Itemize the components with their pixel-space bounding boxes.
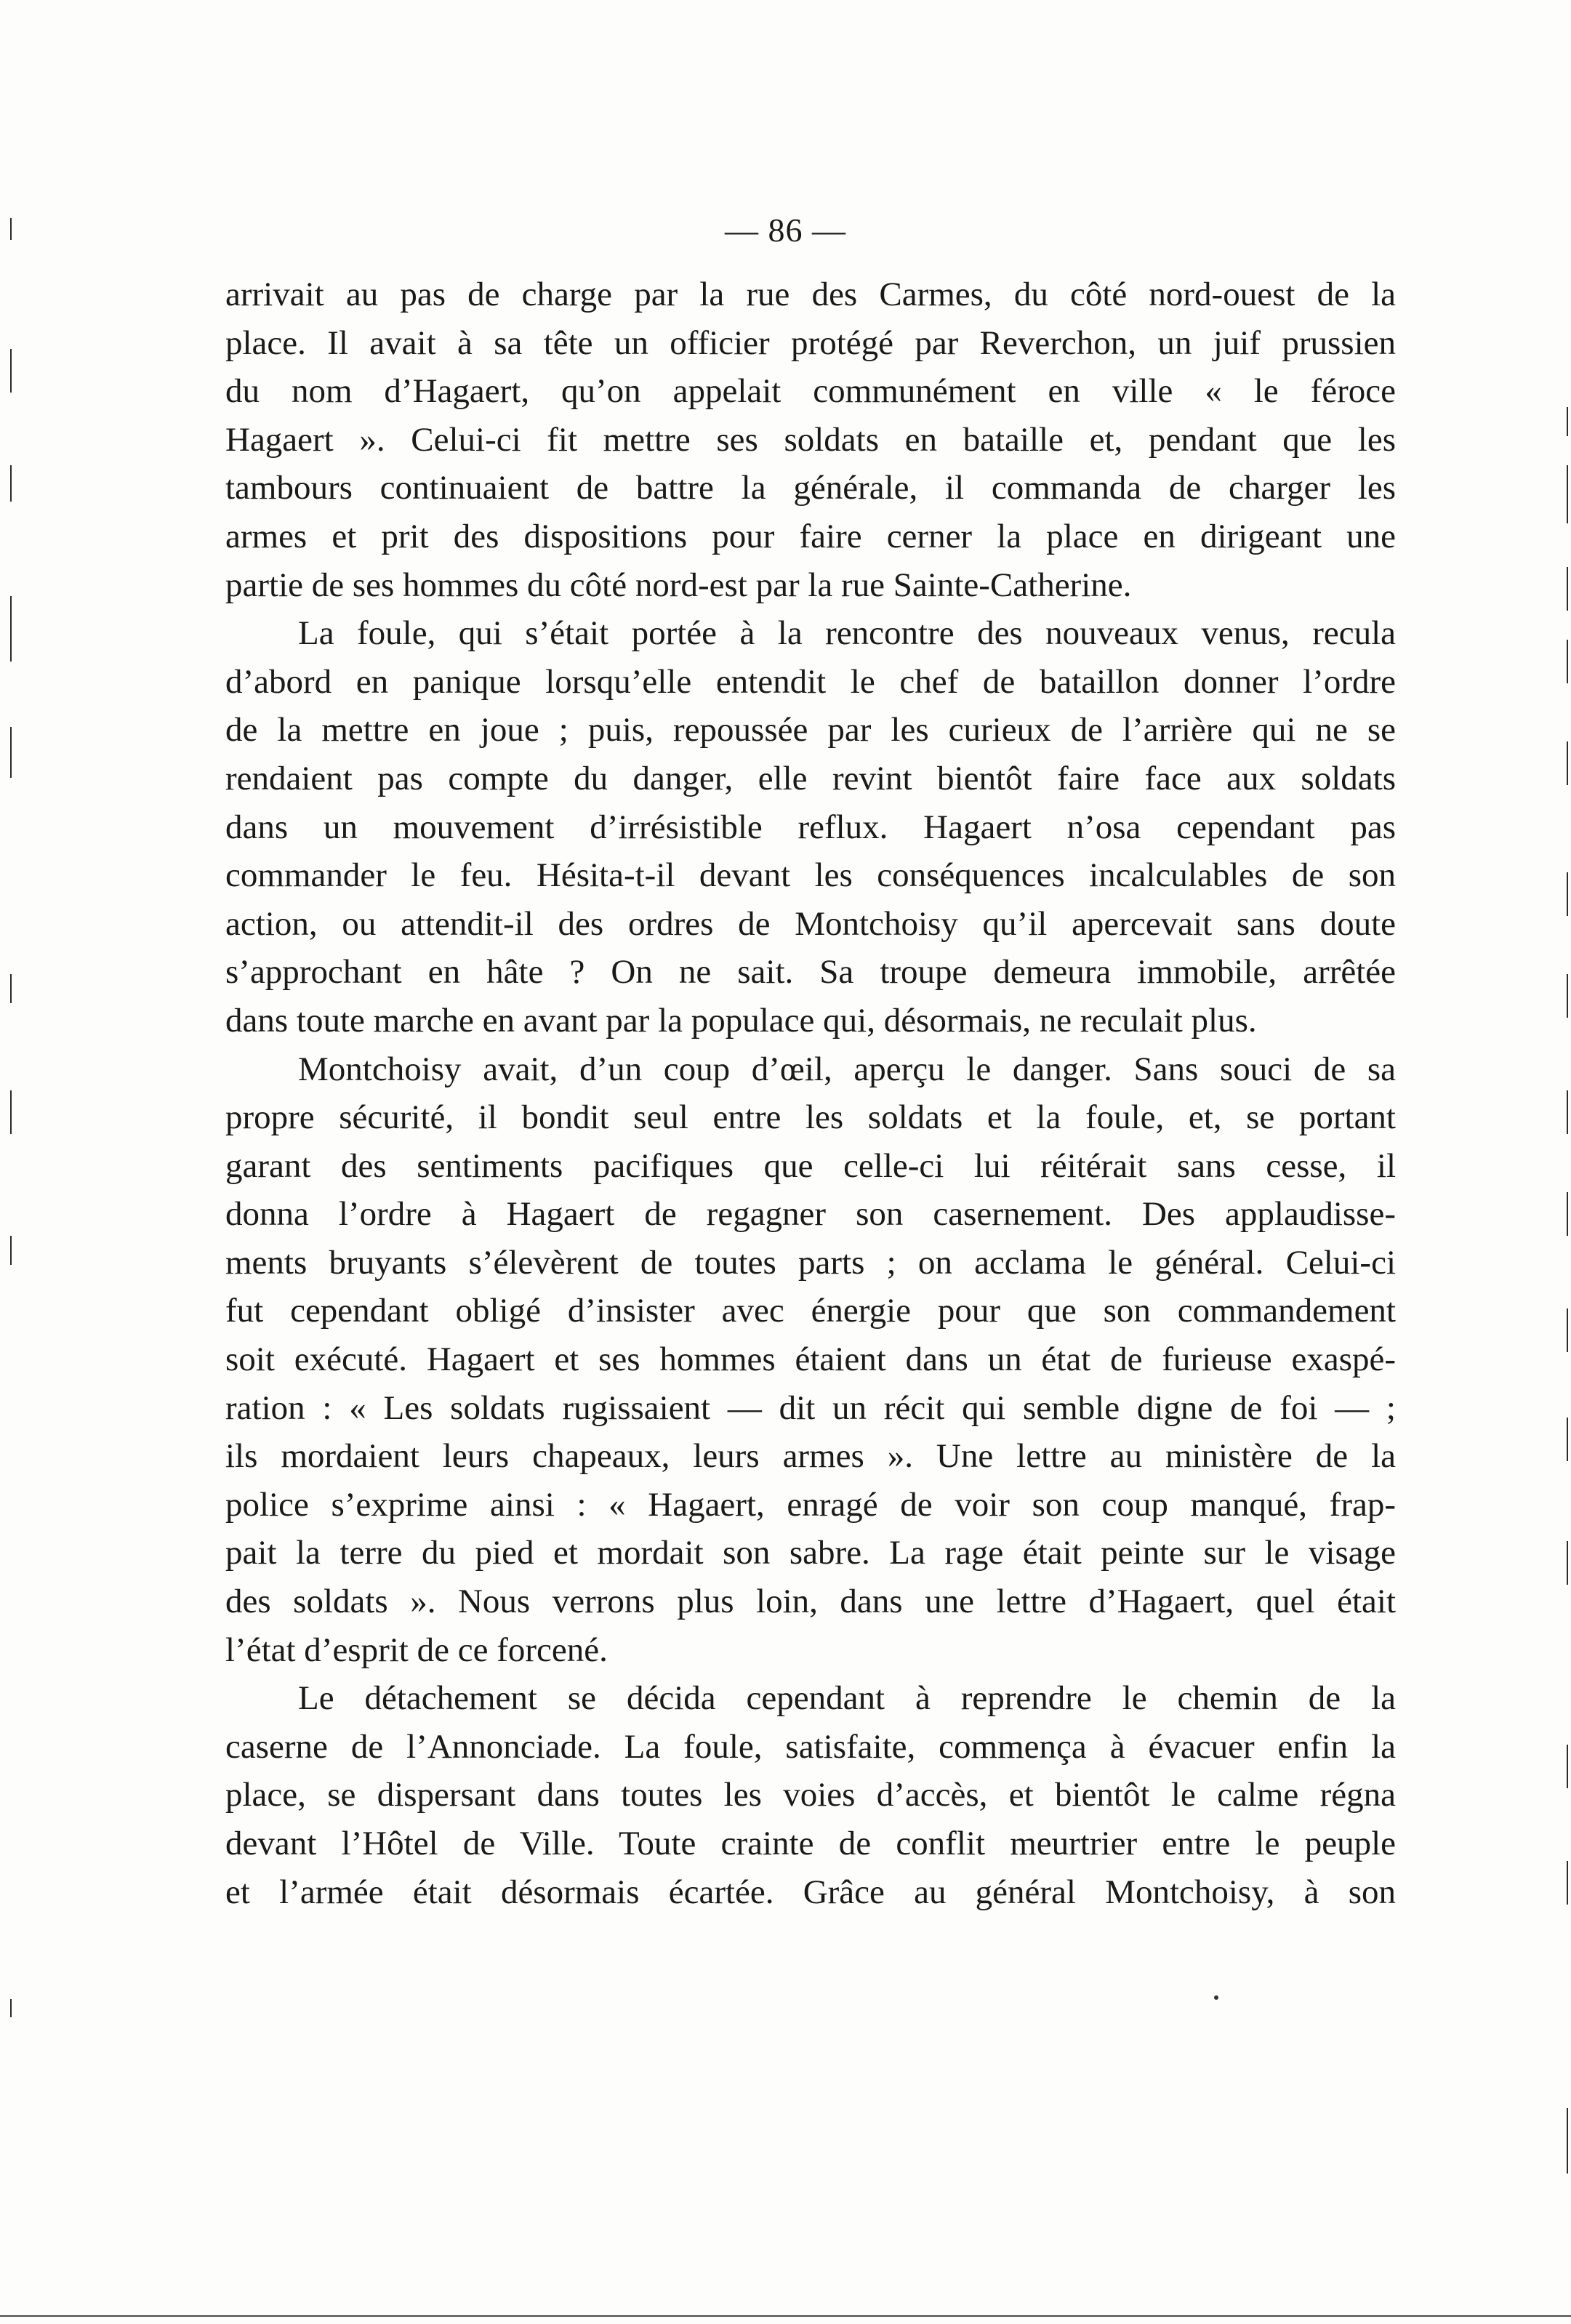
text-line: garant des sentiments pacifiques que celle-ci lui réitérait sans cesse, il <box>225 1146 1396 1185</box>
scan-edge-mark <box>1567 872 1568 916</box>
paragraph-4 <box>225 1674 1396 1916</box>
scan-edge-mark <box>1567 407 1568 436</box>
text-line: Hagaert ». Celui-ci fit mettre ses soldats en bataille et, pendant que les <box>225 420 1396 459</box>
page-number: — 86 — <box>725 212 846 249</box>
text-line: de la mettre en joue ; puis, repoussée par les curieux de l’arrière qui ne se <box>225 711 1396 749</box>
text-line: partie de ses hommes du côté nord-est par la rue Sainte-Catherine. <box>225 566 1132 604</box>
text-line: du nom d’Hagaert, qu’on appelait communément en ville « le féroce <box>225 372 1396 411</box>
text-line: propre sécurité, il bondit seul entre les soldats et la foule, et, se portant <box>225 1098 1396 1137</box>
text-line: arrivait au pas de charge par la rue des Carmes, du côté nord-ouest de la <box>225 276 1396 313</box>
text-line: rendaient pas compte du danger, elle revint bientôt faire face aux soldats <box>225 759 1396 797</box>
scan-edge-mark <box>10 974 12 1003</box>
text-line: tambours continuaient de battre la générale, il commanda de charger les <box>225 469 1396 507</box>
scan-edge-mark <box>1567 1745 1568 1788</box>
scan-edge-mark <box>1567 567 1568 611</box>
text-line: soit exécuté. Hagaert et ses hommes étaient dans un état de furieuse exaspé- <box>225 1340 1396 1379</box>
text-line: dans un mouvement d’irrésistible reflux. Hagaert n’osa cependant pas <box>225 808 1396 846</box>
text-line: donna l’ordre à Hagaert de regagner son casernement. Des applaudisse- <box>225 1195 1396 1234</box>
text-line: caserne de l’Annonciade. La foule, satisfaite, commença à évacuer enfin la <box>225 1727 1396 1766</box>
text-line: ments bruyants s’élevèrent de toutes parts ; on acclama le général. Celui-ci <box>225 1243 1396 1282</box>
scan-edge-mark <box>10 1999 12 2017</box>
text-line: des soldats ». Nous verrons plus loin, dans une lettre d’Hagaert, quel était <box>225 1583 1396 1621</box>
text-line: d’abord en panique lorsqu’elle entendit le chef de bataillon donner l’ordre <box>225 662 1396 701</box>
scan-edge-mark <box>10 727 12 778</box>
text-line: l’état d’esprit de ce forcené. <box>225 1631 608 1669</box>
text-line: La foule, qui s’était portée à la rencontre des nouveaux venus, recula <box>298 614 1396 653</box>
scan-edge-mark <box>10 596 12 662</box>
text-line: action, ou attendit-il des ordres de Montchoisy qu’il apercevait sans doute <box>225 904 1396 943</box>
text-line: Le détachement se décida cependant à reprendre le chemin de la <box>298 1679 1396 1718</box>
text-line: fut cependant obligé d’insister avec énergie pour que son commandement <box>225 1292 1396 1330</box>
text-line: pait la terre du pied et mordait son sabre. La rage était peinte sur le visage <box>225 1534 1396 1572</box>
scan-edge-mark <box>10 1236 12 1265</box>
text-line: place. Il avait à sa tête un officier protégé par Reverchon, un juif prussien <box>225 323 1396 362</box>
text-line: commander le feu. Hésita-t-il devant les conséquences incalculables de son <box>225 856 1396 895</box>
scan-edge-mark <box>1567 974 1568 1018</box>
scan-edge-mark <box>1567 1418 1568 1461</box>
scan-edge-mark <box>1567 465 1568 523</box>
text-line: devant l’Hôtel de Ville. Toute crainte de conflit meurtrier entre le peuple <box>225 1825 1396 1862</box>
text-line: police s’exprime ainsi : « Hagaert, enragé de voir son coup manqué, frap- <box>225 1485 1396 1524</box>
body-text <box>225 270 1396 1916</box>
text-line: et l’armée était désormais écartée. Grâce au général Montchoisy, à son <box>225 1873 1396 1911</box>
scan-edge-mark <box>10 465 12 502</box>
scan-edge-mark <box>10 1090 12 1134</box>
scan-edge-mark <box>1567 1308 1568 1352</box>
scan-edge-mark <box>1567 1861 1568 1905</box>
ink-speck <box>1214 1995 1218 2000</box>
scan-edge-mark <box>1567 1090 1568 1134</box>
text-line: armes et prit des dispositions pour faire cerner la place en dirigeant une <box>225 517 1396 555</box>
scan-edge-mark <box>1567 741 1568 785</box>
scan-edge-mark <box>10 218 12 240</box>
text-line: dans toute marche en avant par la populace qui, désormais, ne reculait plus. <box>225 1001 1257 1040</box>
text-line: place, se dispersant dans toutes les voies d’accès, et bientôt le calme régna <box>225 1776 1396 1814</box>
paragraph-3 <box>225 1045 1396 1675</box>
paragraph-2 <box>225 609 1396 1045</box>
text-line: s’approchant en hâte ? On ne sait. Sa troupe demeura immobile, arrêtée <box>225 953 1396 992</box>
scan-edge-mark <box>1567 640 1568 683</box>
paragraph-1 <box>225 270 1396 609</box>
scan-bottom-edge <box>0 2315 1571 2317</box>
text-line: Montchoisy avait, d’un coup d’œil, aperçu le danger. Sans souci de sa <box>298 1050 1396 1088</box>
scan-edge-mark <box>1567 1541 1568 1585</box>
scan-edge-mark <box>1567 2108 1568 2174</box>
scan-edge-mark <box>1567 1192 1568 1236</box>
text-line: ration : « Les soldats rugissaient — dit un récit qui semble digne de foi — ; <box>225 1388 1396 1427</box>
text-line: ils mordaient leurs chapeaux, leurs armes ». Une lettre au ministère de la <box>225 1437 1396 1476</box>
scan-edge-mark <box>10 349 12 393</box>
